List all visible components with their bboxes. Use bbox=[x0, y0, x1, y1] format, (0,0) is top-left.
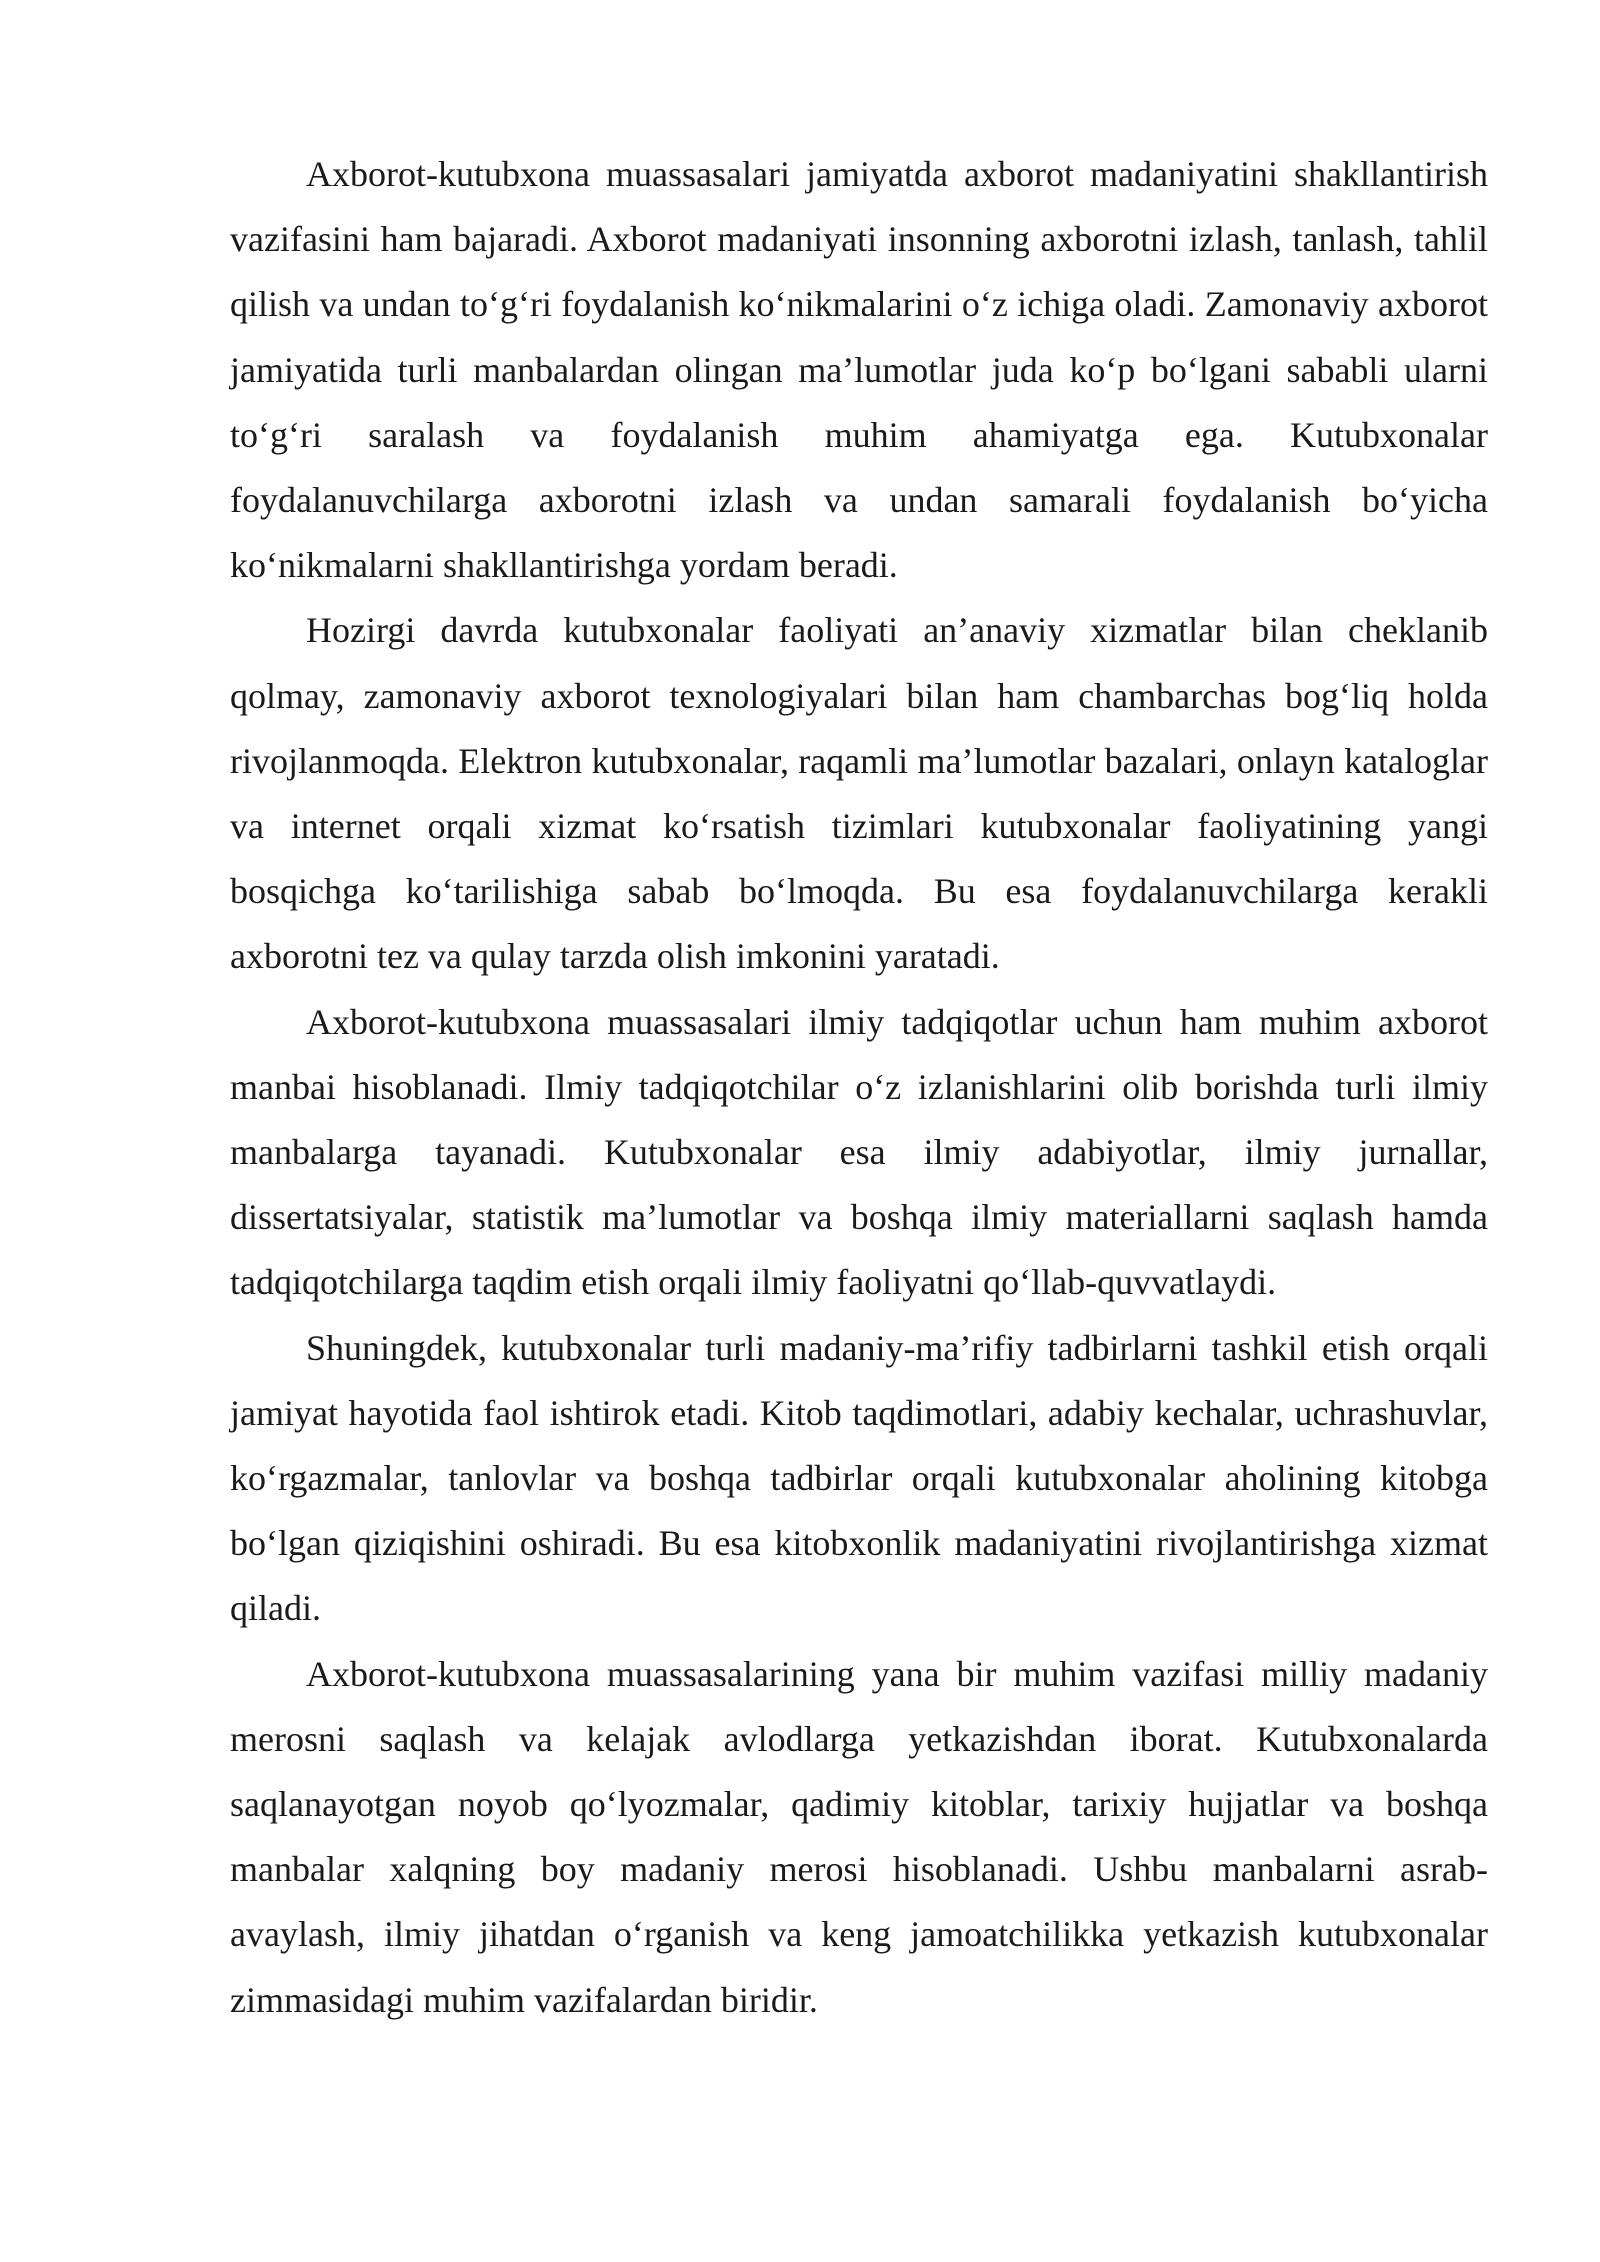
paragraph-1: Axborot-kutubxona muassasalari jamiyatda axborot madaniyatini shakllantirish vazifasini ham bajaradi. Axborot madaniyati insonning axborotni izlash, tanlash, tahlil qilish va undan to‘g‘ri foydalanish ko‘nikmalarini o‘z ichiga oladi. Zamonaviy axborot jamiyatida turli manbalardan olingan ma’lumotlar juda ko‘p bo‘lgani sababli ularni to‘g‘ri saralash va foydalanish muhim ahamiyatga ega. Kutubxonalar foydalanuvchilarga axborotni izlash va undan samarali foydalanish bo‘yicha ko‘nikmalarni shakllantirishga yordam beradi. bbox=[230, 154, 1488, 586]
paragraph-3: Axborot-kutubxona muassasalari ilmiy tadqiqotlar uchun ham muhim axborot manbai hisoblanadi. Ilmiy tadqiqotchilar o‘z izlanishlarini olib borishda turli ilmiy manbalarga tayanadi. Kutubxonalar esa ilmiy adabiyotlar, ilmiy jurnallar, dissertatsiyalar, statistik ma’lumotlar va boshqa ilmiy materiallarni saqlash hamda tadqiqotchilarga taqdim etish orqali ilmiy faoliyatni qo‘llab-quvvatlaydi. bbox=[230, 1001, 1488, 1303]
document-body bbox=[230, 142, 1488, 2033]
paragraph-4: Shuningdek, kutubxonalar turli madaniy-ma’rifiy tadbirlarni tashkil etish orqali jamiyat hayotida faol ishtirok etadi. Kitob taqdimotlari, adabiy kechalar, uchrashuvlar, ko‘rgazmalar, tanlovlar va boshqa tadbirlar orqali kutubxonalar aholining kitobga bo‘lgan qiziqishini oshiradi. Bu esa kitobxonlik madaniyatini rivojlantirishga xizmat qiladi. bbox=[230, 1327, 1488, 1629]
paragraph-5: Axborot-kutubxona muassasalarining yana bir muhim vazifasi milliy madaniy merosni saqlash va kelajak avlodlarga yetkazishdan iborat. Kutubxonalarda saqlanayotgan noyob qo‘lyozmalar, qadimiy kitoblar, tarixiy hujjatlar va boshqa manbalar xalqning boy madaniy merosi hisoblanadi. Ushbu manbalarni asrab-avaylash, ilmiy jihatdan o‘rganish va keng jamoatchilikka yetkazish kutubxonalar zimmasidagi muhim vazifalardan biridir. bbox=[230, 1653, 1488, 2020]
paragraph-2: Hozirgi davrda kutubxonalar faoliyati an’anaviy xizmatlar bilan cheklanib qolmay, zamonaviy axborot texnologiyalari bilan ham chambarchas bog‘liq holda rivojlanmoqda. Elektron kutubxonalar, raqamli ma’lumotlar bazalari, onlayn kataloglar va internet orqali xizmat ko‘rsatish tizimlari kutubxonalar faoliyatining yangi bosqichga ko‘tarilishiga sabab bo‘lmoqda. Bu esa foydalanuvchilarga kerakli axborotni tez va qulay tarzda olish imkonini yaratadi. bbox=[230, 610, 1488, 977]
